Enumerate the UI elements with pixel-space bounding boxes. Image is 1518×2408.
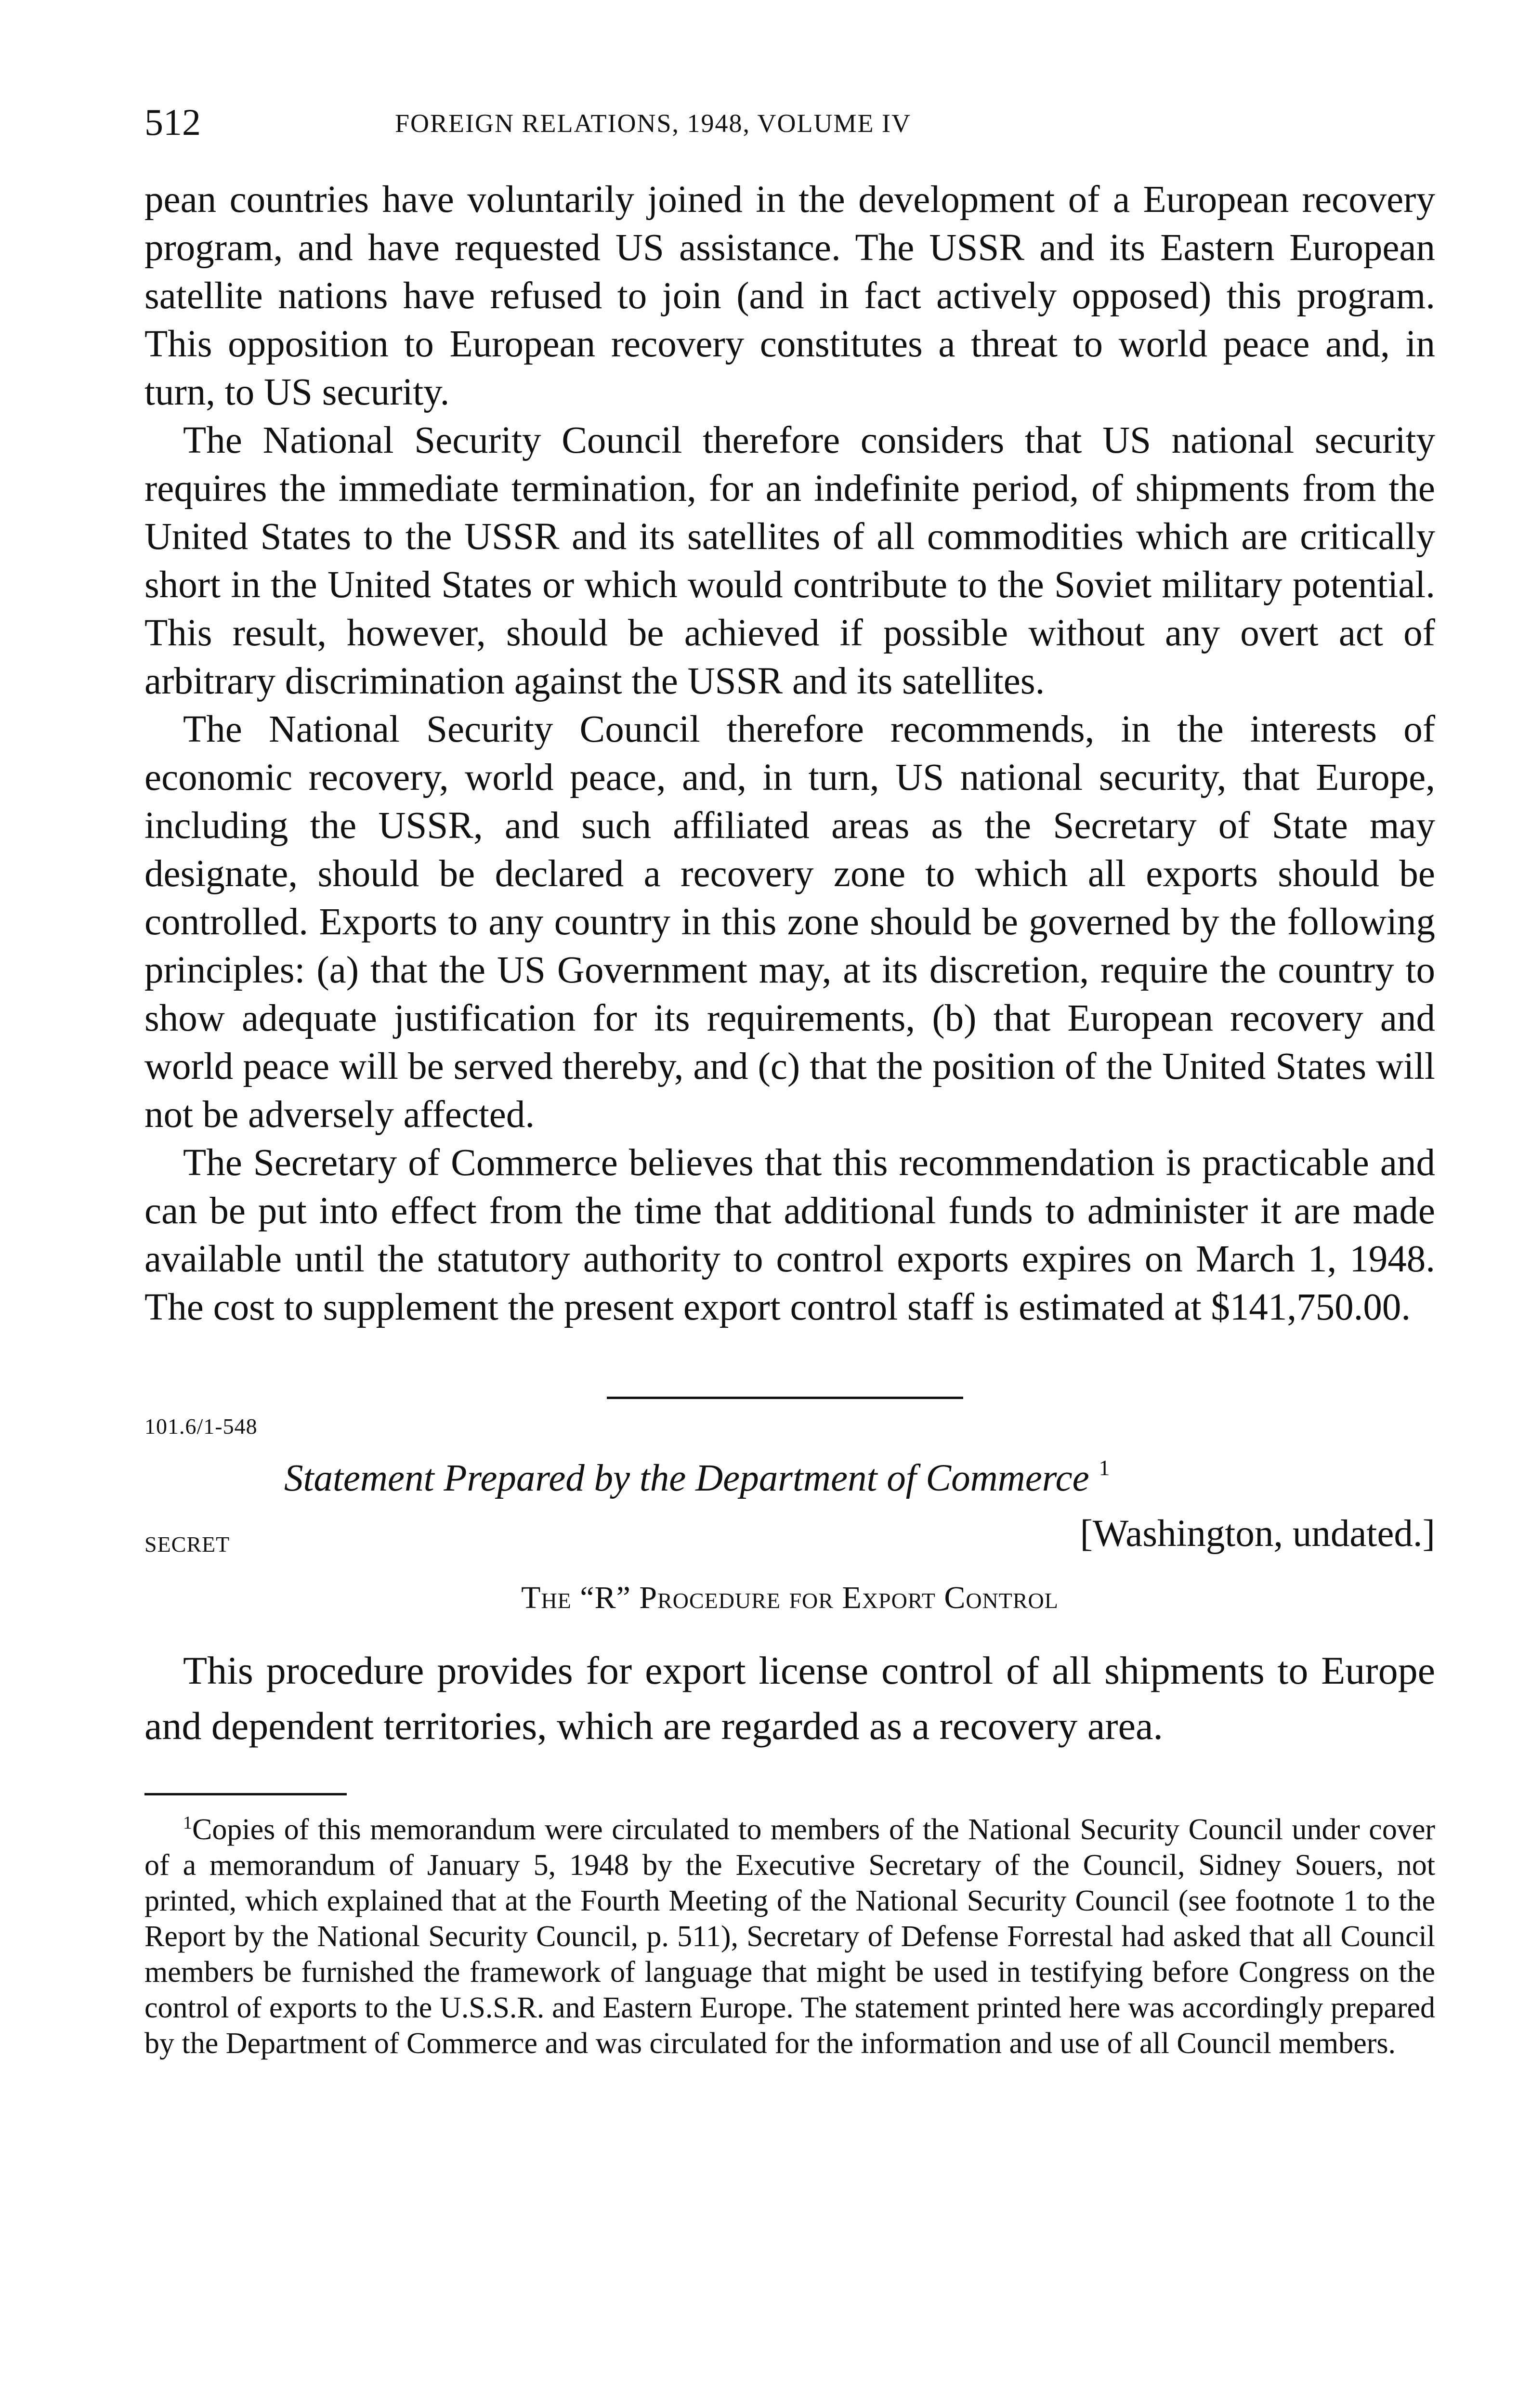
footnote-marker: 1 xyxy=(183,1813,192,1833)
document-title xyxy=(284,1444,1435,1503)
classification-label: SECRET xyxy=(144,1532,230,1557)
section-divider xyxy=(607,1397,963,1399)
document-page xyxy=(144,101,1435,2091)
body-text xyxy=(144,176,1435,1332)
paragraph-nsc-recommends: The National Security Council therefore recommends, in the interests of economic recovery, world peace, and, in turn, US national security, that Europe, including the USSR, and such affiliated areas as the Secretary of State may designate, should be declared a recovery zone to which all exports should be controlled. Exports to any country in this zone should be governed by the following principles: (a) that the US Government may, at its discretion, require the country to show adequate justification for its requirements, (b) that European recovery and world peace will be served thereby, and (c) that the position of the United States will not be adversely affected. xyxy=(144,708,1435,1136)
footnote-reference[interactable]: 1 xyxy=(1099,1455,1110,1480)
footnote-text: Copies of this memorandum were circulated to members of the National Security Council under cover of a memorandum of January 5, 1948 by the Executive Secretary of the Council, Sidney Souers, not printed, which explained that at the Fourth Meeting of the National Security Council (see footnote 1 to the Report by the National Security Council, p. 511), Secretary of Defense Forrestal had asked that all Council members be furnished the framework of language that might be used in testifying before Congress on the control of exports to the U.S.S.R. and Eastern Europe. The statement printed here was accordingly prepared by the Department of Commerce and was circulated for the information and use of all Council members. xyxy=(144,1813,1435,2060)
paragraph-continuation: pean countries have voluntarily joined in the development of a European recovery program, and have requested US assistance. The USSR and its Eastern European satellite nations have refused to join (and in fact actively opposed) this program. This opposition to European recovery constitutes a threat to world peace and, in turn, to US security. xyxy=(144,179,1435,413)
paragraph-secretary-of-commerce: The Secretary of Commerce believes that this recommendation is practicable and can be put into effect from the time that additional funds to administer it are made available until the statutory authority to control exports expires on March 1, 1948. The cost to supplement the present export control staff is estimated at $141,750.00. xyxy=(144,1142,1435,1328)
running-head: FOREIGN RELATIONS, 1948, VOLUME IV xyxy=(395,109,911,138)
footnote xyxy=(144,1805,1435,2061)
footnote-divider xyxy=(144,1793,347,1795)
paragraph-nsc-considers: The National Security Council therefore considers that US national security requires the immediate termination, for an indefinite period, of shipments from the United States to the USSR and its satellites of all commodities which are critically short in the United States or which would contribute to the Soviet military potential. This result, however, should be achieved if possible without any overt act of arbitrary discrimination against the USSR and its satellites. xyxy=(144,419,1435,702)
dateline: [Washington, undated.] xyxy=(1080,1513,1435,1555)
section-title: The “R” Procedure for Export Control xyxy=(521,1580,1059,1615)
page-header xyxy=(144,101,1435,176)
document-title-text: Statement Prepared by the Department of Commerce xyxy=(284,1457,1089,1499)
file-number: 101.6/1-548 xyxy=(144,1414,258,1439)
procedure-intro: This procedure provides for export license control of all shipments to Europe and dependent territories, which are regarded as a recovery area. xyxy=(144,1649,1435,1748)
document-meta xyxy=(144,1512,1435,1570)
page-number: 512 xyxy=(144,101,201,143)
